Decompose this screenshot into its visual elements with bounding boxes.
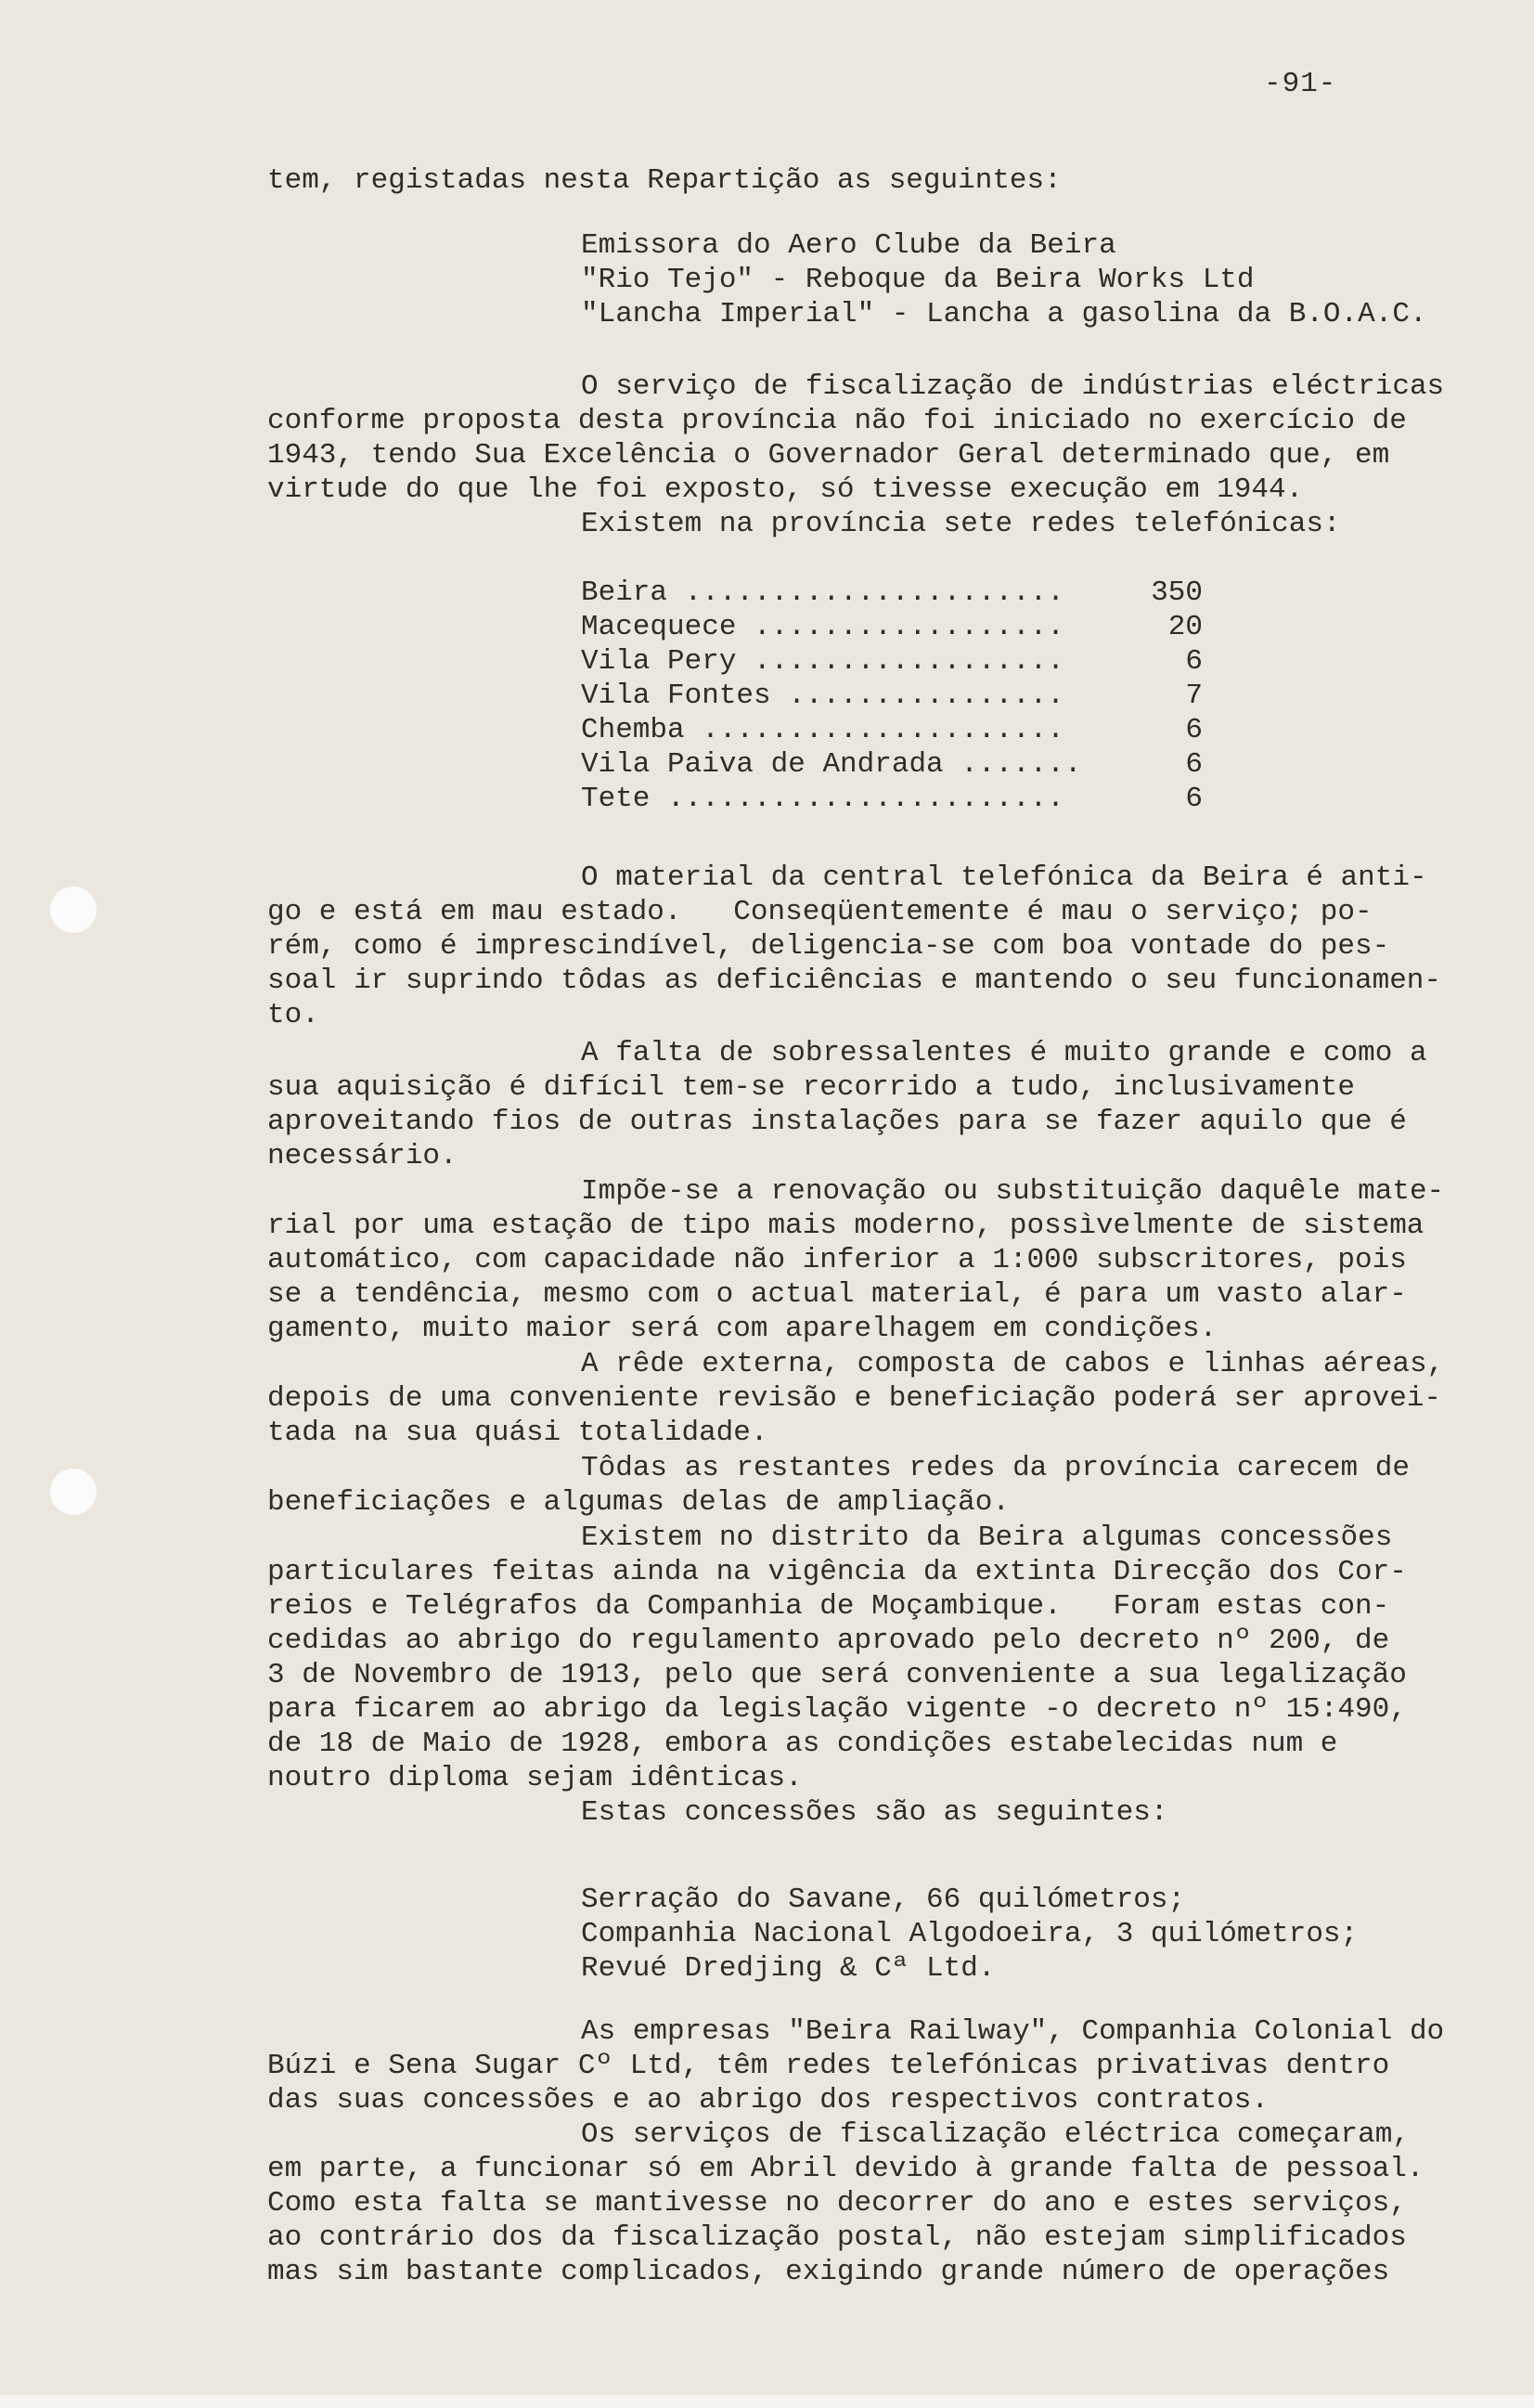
text-line: 3 de Novembro de 1913, pelo que será conveniente a sua legalização (267, 1659, 1407, 1691)
network-name: Tete ....................... (581, 783, 1064, 815)
table-row (581, 782, 1203, 816)
network-count: 6 (1185, 783, 1203, 815)
telephone-networks-table (581, 576, 1203, 816)
text-line: rém, como é imprescindível, deligencia-se com boa vontade do pes- (267, 930, 1390, 963)
page-number: -91- (1264, 68, 1337, 100)
text-line: mas sim bastante complicados, exigindo grande número de operações (267, 2256, 1390, 2288)
text-line: sua aquisição é difícil tem-se recorrido a tudo, inclusivamente (267, 1071, 1355, 1104)
paragraph-rede (267, 1347, 1511, 1450)
network-name: Beira ...................... (581, 576, 1064, 609)
paragraph-todas (267, 1451, 1511, 1520)
text-line: gamento, muito maior será com aparelhagem em condições. (267, 1313, 1218, 1345)
table-row (581, 610, 1203, 644)
text-line: to. (267, 999, 319, 1031)
paragraph-fiscalizacao (267, 369, 1511, 541)
text-line: As empresas "Beira Railway", Companhia Colonial do (581, 2015, 1445, 2048)
concession-entry: Serração do Savane, 66 quilómetros; (581, 1884, 1186, 1916)
text-line: das suas concessões e ao abrigo dos respectivos contratos. (267, 2084, 1269, 2117)
concession-entry: Companhia Nacional Algodoeira, 3 quilómetros; (581, 1918, 1359, 1950)
station-entry: "Lancha Imperial" - Lancha a gasolina da B.O.A.C. (581, 298, 1427, 330)
text-line: virtude do que lhe foi exposto, só tivesse execução em 1944. (267, 473, 1304, 506)
text-line: ao contrário dos da fiscalização postal, não estejam simplificados (267, 2221, 1407, 2254)
network-name: Vila Fontes ................ (581, 680, 1064, 712)
text-line: tada na sua quási totalidade. (267, 1417, 768, 1449)
text-line: se a tendência, mesmo com o actual material, é para um vasto alar- (267, 1278, 1407, 1311)
registered-stations-list (581, 228, 1427, 331)
text-line: Estas concessões são as seguintes: (581, 1796, 1168, 1829)
text-line: soal ir suprindo tôdas as deficiências e mantendo o seu funcionamen- (267, 964, 1442, 997)
text-line: necessário. (267, 1140, 458, 1172)
table-row (581, 679, 1203, 713)
text-line: beneficiações e algumas delas de ampliação. (267, 1486, 1010, 1519)
paragraph-concessoes (267, 1521, 1511, 1830)
text-line: Existem no distrito da Beira algumas concessões (581, 1521, 1393, 1554)
text-line: Impõe-se a renovação ou substituição daquêle mate- (581, 1175, 1445, 1208)
network-name: Vila Pery .................. (581, 645, 1064, 678)
network-count: 20 (1167, 611, 1203, 643)
text-line: Búzi e Sena Sugar Cº Ltd, têm redes telefónicas privativas dentro (267, 2050, 1390, 2082)
text-line: Existem na província sete redes telefónicas: (581, 508, 1341, 540)
paragraph-falta (267, 1036, 1511, 1173)
text-line: 1943, tendo Sua Excelência o Governador Geral determinado que, em (267, 439, 1390, 472)
concession-entry: Revué Dredjing & Cª Ltd. (581, 1952, 996, 1985)
table-row (581, 713, 1203, 747)
page-bottom-edge (0, 2395, 1534, 2408)
text-line: aproveitando fios de outras instalações para se fazer aquilo que é (267, 1106, 1407, 1138)
text-line: de 18 de Maio de 1928, embora as condições estabelecidas num e (267, 1728, 1338, 1760)
text-line: automático, com capacidade não inferior a 1:000 subscritores, pois (267, 1244, 1407, 1276)
text-line: conforme proposta desta província não foi iniciado no exercício de (267, 405, 1407, 437)
network-name: Chemba ..................... (581, 714, 1064, 746)
text-line: Tôdas as restantes redes da província carecem de (581, 1452, 1410, 1484)
text-line: depois de uma conveniente revisão e beneficiação poderá ser aprovei- (267, 1382, 1442, 1415)
text-line: go e está em mau estado. Conseqüentemente é mau o serviço; po- (267, 896, 1373, 928)
text-line: para ficarem ao abrigo da legislação vigente -o decreto nº 15:490, (267, 1693, 1407, 1726)
paragraph-empresas (267, 2014, 1511, 2117)
text-line: Como esta falta se mantivesse no decorrer do ano e estes serviços, (267, 2187, 1407, 2220)
table-row (581, 644, 1203, 679)
concessions-list (581, 1883, 1358, 1986)
table-row (581, 576, 1203, 610)
text-line: Os serviços de fiscalização eléctrica começaram, (581, 2118, 1410, 2151)
text-line: O material da central telefónica da Beira é anti- (581, 861, 1427, 894)
text-line: cedidas ao abrigo do regulamento aprovado pelo decreto nº 200, de (267, 1625, 1390, 1657)
punch-hole-lower (50, 1469, 97, 1515)
text-line: rial por uma estação de tipo mais moderno, possìvelmente de sistema (267, 1210, 1424, 1242)
paragraph-servicos (267, 2117, 1511, 2289)
punch-hole-upper (50, 887, 97, 933)
network-count: 350 (1151, 576, 1203, 609)
text-line: particulares feitas ainda na vigência da extinta Direcção dos Cor- (267, 1556, 1407, 1588)
text-line: A rêde externa, composta de cabos e linhas aéreas, (581, 1348, 1445, 1380)
station-entry: "Rio Tejo" - Reboque da Beira Works Ltd (581, 264, 1255, 296)
station-entry: Emissora do Aero Clube da Beira (581, 229, 1116, 262)
paragraph-material (267, 861, 1511, 1032)
text-line: O serviço de fiscalização de indústrias eléctricas (581, 370, 1445, 403)
intro-paragraph (267, 163, 1511, 198)
text-line: em parte, a funcionar só em Abril devido à grande falta de pessoal. (267, 2153, 1424, 2185)
network-count: 6 (1185, 645, 1203, 678)
text-line: A falta de sobressalentes é muito grande e como a (581, 1037, 1427, 1069)
paragraph-impoe (267, 1174, 1511, 1346)
text-line: noutro diploma sejam idênticas. (267, 1762, 803, 1794)
network-name: Vila Paiva de Andrada ....... (581, 748, 1082, 781)
network-count: 7 (1185, 680, 1203, 712)
network-count: 6 (1185, 748, 1203, 781)
table-row (581, 747, 1203, 782)
network-count: 6 (1185, 714, 1203, 746)
text-line: reios e Telégrafos da Companhia de Moçambique. Foram estas con- (267, 1590, 1390, 1623)
text-line: tem, registadas nesta Repartição as seguintes: (267, 164, 1062, 197)
network-name: Macequece .................. (581, 611, 1064, 643)
